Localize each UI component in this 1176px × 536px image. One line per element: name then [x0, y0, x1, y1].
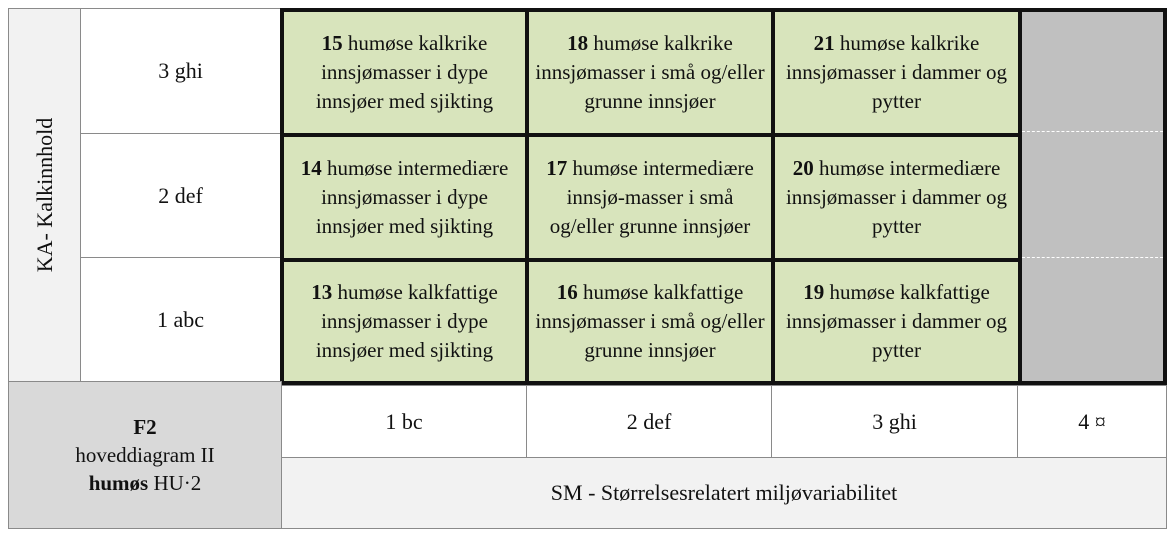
dashed-divider	[1022, 131, 1163, 132]
cell-text: humøse kalkfattige innsjømasser i små og/eller grunne innsjøer	[535, 280, 765, 362]
axis-title-kalkinnhold: KA- Kalkinnhold	[31, 117, 57, 273]
diagram-id-block	[8, 381, 282, 529]
cell-number: 13	[311, 280, 333, 304]
cell-14	[280, 133, 529, 262]
cell-text: humøse kalkrike innsjømasser i små og/eller grunne innsjøer	[535, 31, 765, 113]
cell-text: humøse intermediære innsjømasser i dammer og pytter	[785, 156, 1008, 238]
diagram-subtitle: hoveddiagram II	[75, 443, 215, 467]
axis-title-storrelse: SM - Størrelsesrelatert miljøvariabilitet	[281, 457, 1167, 529]
grey-column	[1018, 12, 1163, 381]
cell-number: 15	[321, 31, 343, 55]
cell-text: humøse kalkfattige innsjømasser i dype innsjøer med sjikting	[315, 280, 498, 362]
cell-text: humøse kalkfattige innsjømasser i dammer og pytter	[785, 280, 1008, 362]
cell-15	[280, 8, 529, 137]
axis-title-cell	[8, 8, 81, 382]
diagram-type	[75, 469, 214, 497]
diagram-type-bold: humøs	[88, 471, 149, 495]
row-label-ghi: 3 ghi	[80, 8, 281, 134]
cell-text: humøse kalkrike innsjømasser i dype innsjøer med sjikting	[315, 31, 494, 113]
cell-number: 17	[546, 156, 568, 180]
cell-text: humøse intermediære innsjø-masser i små og/eller grunne innsjøer	[549, 156, 754, 238]
cell-number: 19	[803, 280, 825, 304]
col-label-4: 4 ¤	[1017, 385, 1167, 458]
cell-21	[771, 8, 1022, 137]
cell-13	[280, 258, 529, 385]
cell-number: 20	[792, 156, 814, 180]
col-label-ghi: 3 ghi	[771, 385, 1018, 458]
cell-number: 16	[556, 280, 578, 304]
cell-text: humøse kalkrike innsjømasser i dammer og pytter	[785, 31, 1008, 113]
col-label-bc: 1 bc	[281, 385, 527, 458]
cell-17	[525, 133, 775, 262]
cell-number: 21	[813, 31, 835, 55]
diagram-code: F2	[133, 415, 157, 439]
col-label-def: 2 def	[526, 385, 772, 458]
cell-number: 14	[300, 156, 322, 180]
row-label-abc: 1 abc	[80, 257, 281, 382]
cell-text: humøse intermediære innsjømasser i dype innsjøer med sjikting	[315, 156, 509, 238]
cell-16	[525, 258, 775, 385]
row-label-def: 2 def	[80, 133, 281, 258]
dashed-divider	[1022, 257, 1163, 258]
cell-number: 18	[567, 31, 589, 55]
cell-19	[771, 258, 1022, 385]
cell-20	[771, 133, 1022, 262]
diagram-type-code: HU·2	[148, 471, 202, 495]
cell-18	[525, 8, 775, 137]
